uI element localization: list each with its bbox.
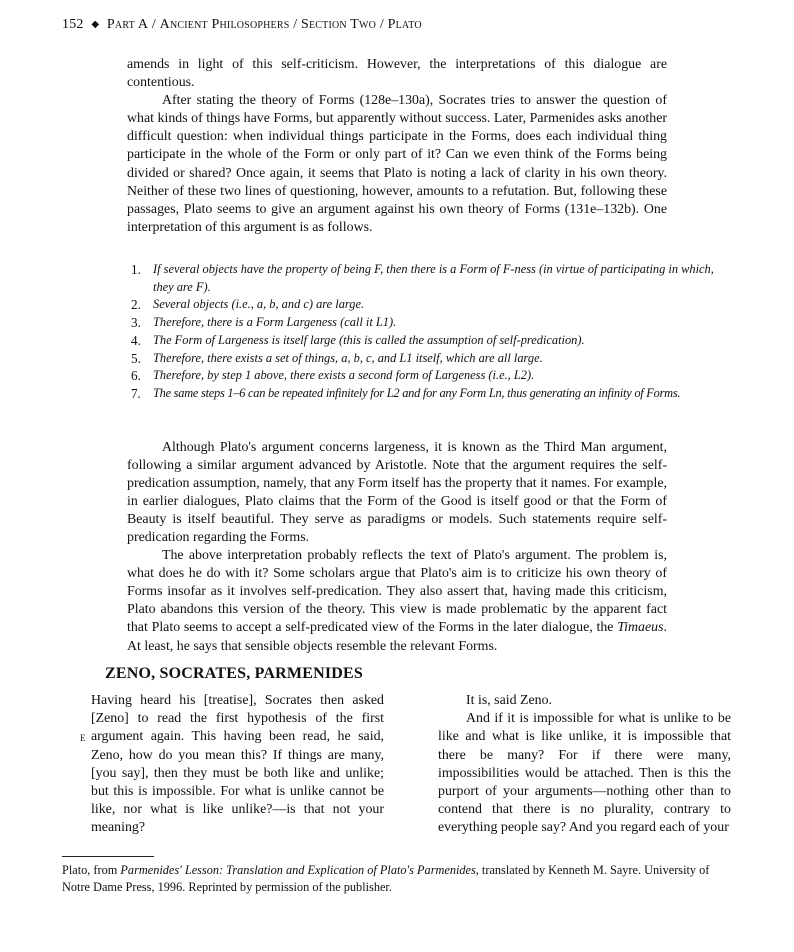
running-head-section: Section Two (301, 17, 377, 32)
argument-step (131, 296, 734, 314)
stephanus-margin-marker: E (80, 733, 86, 743)
step-number: 6. (131, 368, 141, 384)
footnote-book-title: Parmenides' Lesson: Translation and Explication of Plato's Parmenides (120, 863, 476, 877)
argument-step (131, 367, 734, 385)
step-number: 2. (131, 297, 141, 313)
step-text: Several objects (i.e., a, b, and c) are large. (153, 297, 365, 312)
step-text: Therefore, there exists a set of things, a, b, c, and L1 itself, which are all large. (153, 350, 543, 365)
diamond-bullet-icon: ◆ (91, 19, 100, 30)
step-number: 1. (131, 262, 141, 277)
section-heading: ZENO, SOCRATES, PARMENIDES (105, 665, 363, 682)
step-text: If several objects have the property of being F, then there is a Form of F-ness (in virtue of participating in which, they are F). (153, 262, 714, 294)
running-head-separator: / (379, 17, 384, 32)
dialogue-column-left (91, 692, 384, 838)
paragraph: After stating the theory of Forms (128e–130a), Socrates tries to answer the question of what kinds of things have Forms, but apparently without success. Later, Parmenides asks another difficult question: when individual things participate in the Forms, does each individual thing participate in the whole of the Form or only part of it? Can we even think of the Forms being divided or shared? Once again, it seems that Plato is noting a lack of clarity in his own theory. Neither of these two lines of questioning, however, amounts to a refutation. But, following these passages, Plato seems to give an argument against his own theory of Forms (131e–132b). One interpretation of this argument is as follows. (127, 93, 667, 235)
footnote-rule (62, 856, 154, 857)
running-head-section-group: Ancient Philosophers (159, 17, 290, 32)
step-text: The Form of Largeness is itself large (this is called the assumption of self-predication). (153, 332, 585, 347)
argument-step (131, 350, 734, 368)
page-number: 152 (62, 17, 84, 32)
paragraph: amends in light of this self-criticism. However, the interpretations of this dialogue are contentious. (127, 57, 667, 91)
intro-text (127, 56, 667, 237)
step-number: 5. (131, 350, 141, 366)
step-number: 7. (131, 385, 141, 401)
step-text: Therefore, there is a Form Largeness (call it L1). (153, 315, 397, 330)
step-number: 3. (131, 315, 141, 331)
running-head-separator: / (293, 17, 298, 32)
argument-step (131, 261, 734, 296)
paragraph: It is, said Zeno. (466, 693, 553, 708)
paragraph: Having heard his [treatise], Socrates then asked [Zeno] to read the first hypothesis of the first argument again. This having been read, he said, Zeno, how do you mean this? If things are many, [you say], then they must be both like and unlike; but this is impossible. For what is unlike cannot be like, nor what is like unlike?—is that not your meaning? (91, 693, 384, 836)
paragraph: The above interpretation probably reflects the text of Plato's argument. The problem is, what does he do with it? Some scholars argue that Plato's aim is to criticize his own theory of Forms insofar as it involves self-predication. They also assert that, having made this criticism, Plato abandons this version of the theory. This view is made problematic by the apparent fact that Plato seems to accept a self-predicated view of the Forms in the later dialogue, the Timaeus. At least, he says that sensible objects resemble the relevant Forms. (127, 548, 667, 654)
step-text: The same steps 1–6 can be repeated infinitely for L2 and for any Form Ln, thus generating an infinity of Forms. (153, 385, 681, 400)
argument-step (131, 314, 734, 332)
paragraph: And if it is impossible for what is unlike to be like and what is like unlike, it is impossible that there be many? For if there were many, impossibilities would be attached. Then is this the purport of your arguments—nothing other than to contend that there is no plurality, contrary to everything people say? And you regard each of your (438, 711, 731, 836)
work-title: Timaeus (617, 620, 664, 636)
running-head-separator: / (151, 17, 156, 32)
running-head (62, 17, 422, 33)
source-footnote (62, 862, 734, 896)
step-text: Therefore, by step 1 above, there exists a second form of Largeness (i.e., L2). (153, 368, 535, 383)
argument-step (131, 385, 734, 403)
argument-step (131, 332, 734, 350)
paragraph: Although Plato's argument concerns largeness, it is known as the Third Man argument, following a similar argument advanced by Aristotle. Note that the argument requires the self-predication assumption, namely, that any Form itself has the property that it names. For example, in earlier dialogues, Plato claims that the Form of the Good is itself good or that the Form of Beauty is itself beautiful. They serve as paradigms or models. Such statements require self-predication regarding the Forms. (127, 440, 667, 546)
running-head-author: Plato (387, 17, 422, 32)
third-man-argument-list (131, 261, 734, 403)
footnote-text: Plato, from Parmenides' Lesson: Translation and Explication of Plato's Parmenides, translated by Kenneth M. Sayre. University of Notre Dame Press, 1996. Reprinted by permission of the publisher. (62, 863, 710, 894)
discussion-text (127, 439, 667, 656)
running-head-part: Part A (106, 17, 149, 32)
step-number: 4. (131, 332, 141, 348)
dialogue-column-right (438, 692, 731, 838)
